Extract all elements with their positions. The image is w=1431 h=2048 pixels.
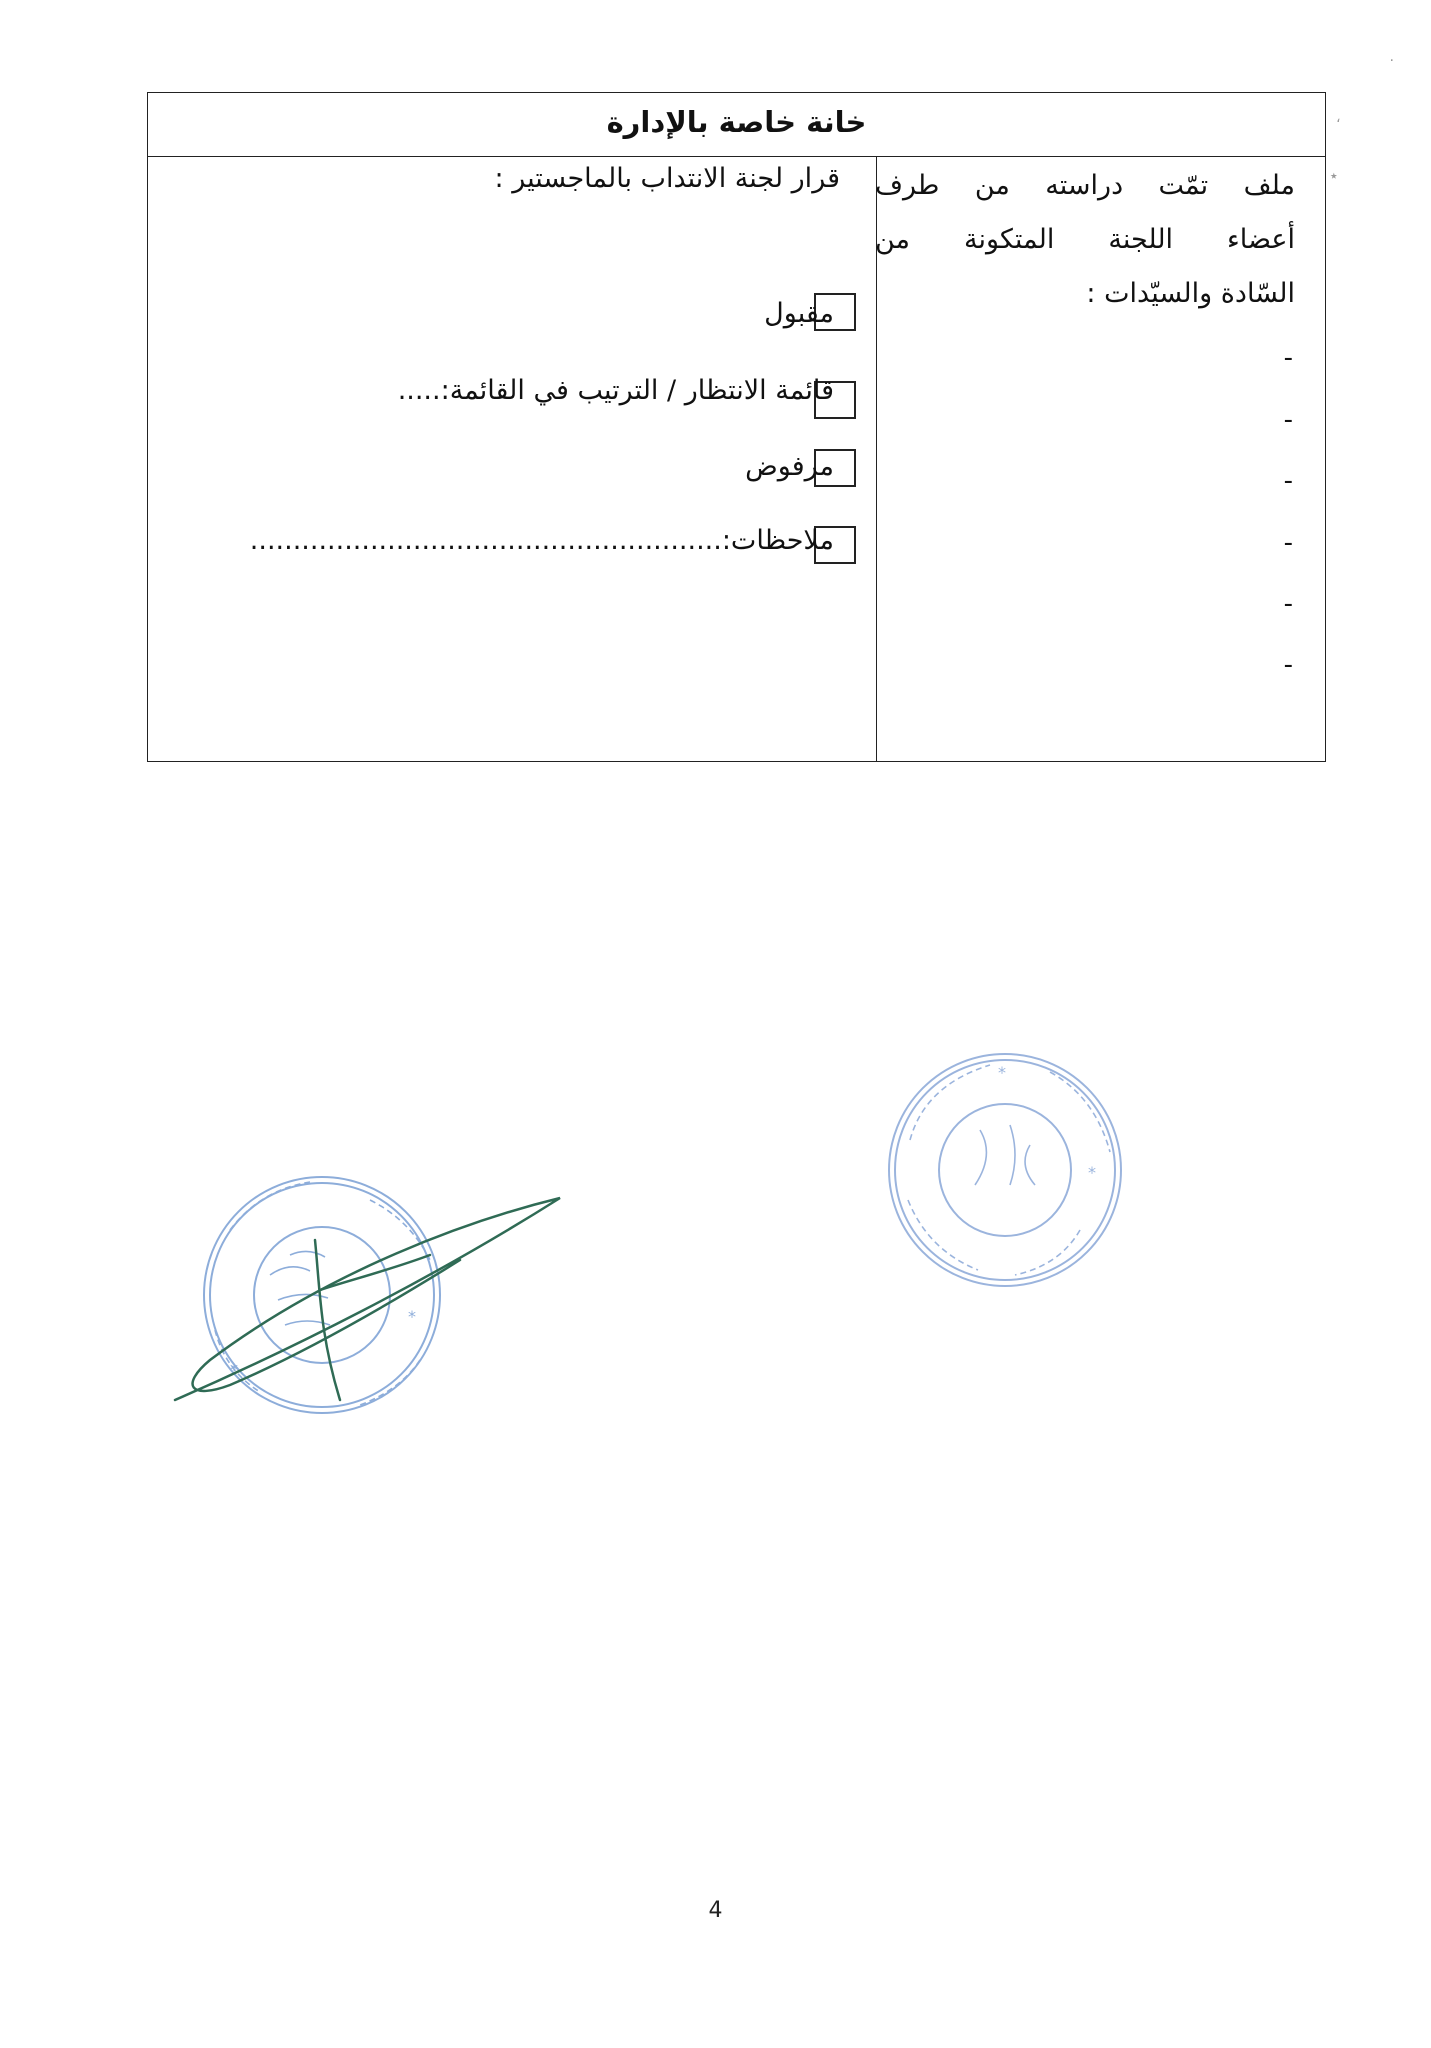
svg-text:*: * bbox=[998, 1063, 1006, 1082]
scan-artifact: ، bbox=[1336, 110, 1341, 126]
committee-member-line: - bbox=[1283, 343, 1293, 373]
option-rejected-label: مرفوض bbox=[745, 451, 834, 482]
committee-member-line: - bbox=[1283, 589, 1293, 619]
institute-stamp-with-signature bbox=[170, 1160, 580, 1420]
table-title: خانة خاصة بالإدارة bbox=[606, 105, 867, 139]
decision-title: قرار لجنة الانتداب بالماجستير : bbox=[494, 163, 840, 194]
committee-intro bbox=[875, 159, 1295, 321]
committee-member-line: - bbox=[1283, 650, 1293, 680]
page-number: 4 bbox=[708, 1898, 723, 1923]
svg-text:*: * bbox=[1088, 1163, 1096, 1182]
committee-member-line: - bbox=[1283, 466, 1293, 496]
committee-intro-line: أعضاء اللجنة المتكونة من bbox=[875, 224, 1295, 255]
administration-form-table bbox=[147, 92, 1326, 762]
option-remarks-label: ملاحظات:....................................................... bbox=[249, 525, 834, 556]
committee-intro-line: السّادة والسيّدات : bbox=[1086, 278, 1295, 309]
committee-member-line: - bbox=[1283, 405, 1293, 435]
scan-artifact: ٠ bbox=[1388, 52, 1396, 68]
option-waiting-list-label: قائمة الانتظار / الترتيب في القائمة:..... bbox=[397, 375, 834, 406]
university-stamp bbox=[880, 1050, 1130, 1290]
svg-text:*: * bbox=[230, 1360, 238, 1379]
svg-text:*: * bbox=[408, 1307, 416, 1326]
option-accepted-label: مقبول bbox=[764, 298, 834, 329]
scan-artifact: ٭ bbox=[1330, 168, 1338, 184]
committee-intro-line: ملف تمّت دراسته من طرف bbox=[875, 170, 1295, 201]
committee-member-line: - bbox=[1283, 528, 1293, 558]
table-header-row bbox=[148, 93, 1325, 157]
